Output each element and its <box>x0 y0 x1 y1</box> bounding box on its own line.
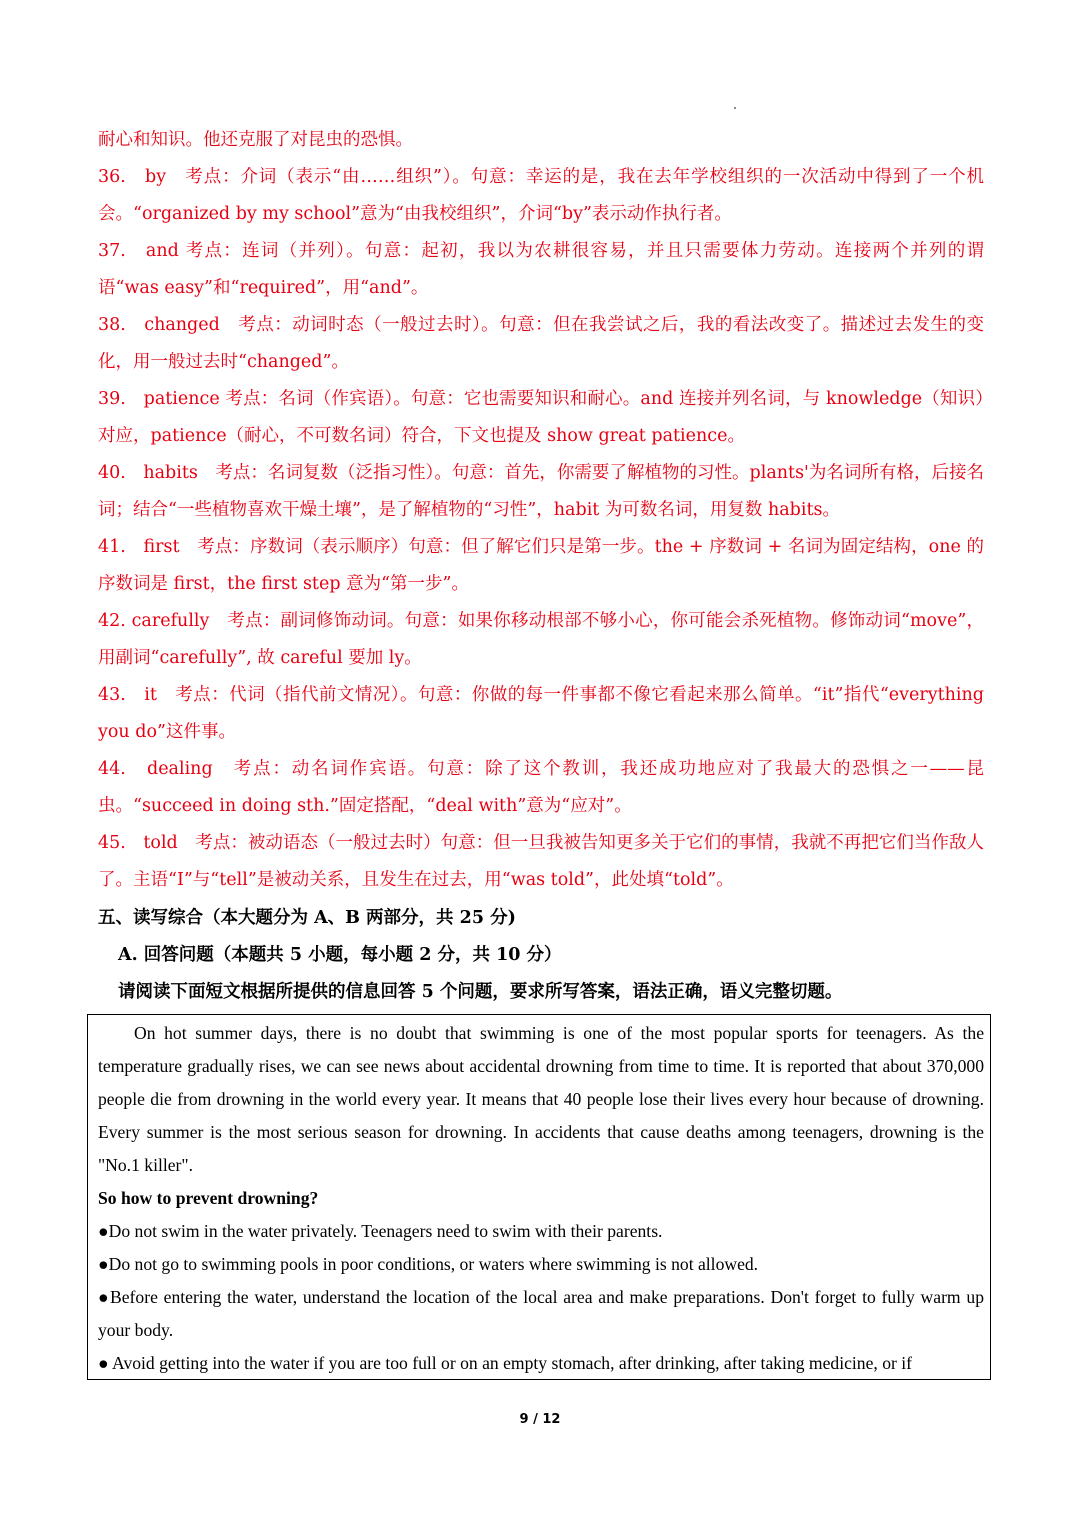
answer-43: 43. it 考点：代词（指代前文情况）。句意：你做的每一件事都不像它看起来那么简单。“it”指代“everything you do”这件事。 <box>98 685 984 742</box>
answer-40: 40. habits 考点：名词复数（泛指习性）。句意：首先，你需要了解植物的习性。plants'为名词所有格，后接名词；结合“一些植物喜欢干燥土壤”，是了解植物的“习性”，habit 为可数名词，用复数 habits。 <box>98 463 984 520</box>
passage-tip: ● Avoid getting into the water if you are too full or on an empty stomach, after drinking, after taking medicine, or if <box>98 1353 913 1373</box>
answer-41: 41. first 考点：序数词（表示顺序）句意：但了解它们只是第一步。the + 序数词 + 名词为固定结构，one 的序数词是 first，the first step 意为“第一步”。 <box>98 537 984 594</box>
scan-speck <box>734 107 736 109</box>
section-five-header <box>98 900 998 1011</box>
answer-explanations <box>98 122 984 899</box>
answer-37: 37. and 考点：连词（并列）。句意：起初，我以为农耕很容易，并且只需要体力劳动。连接两个并列的谓语“was easy”和“required”，用“and”。 <box>98 241 984 298</box>
passage-intro: On hot summer days, there is no doubt that swimming is one of the most popular sports for teenagers. As the temperature gradually rises, we can see news about accidental drowning from time to time. It is reported that about 370,000 people die from drowning in the world every year. It means that 40 people lose their lives every hour because of drowning. Every summer is the most serious season for drowning. In accidents that cause deaths among teenagers, drowning is the "No.1 killer". <box>98 1023 984 1175</box>
passage-tip: ●Do not swim in the water privately. Teenagers need to swim with their parents. <box>98 1221 663 1241</box>
passage-question: So how to prevent drowning? <box>98 1188 319 1208</box>
answer-45: 45. told 考点：被动语态（一般过去时）句意：但一旦我被告知更多关于它们的事情，我就不再把它们当作敌人了。主语“I”与“tell”是被动关系，且发生在过去，用“was told”，此处填“told”。 <box>98 833 984 890</box>
reading-passage-box <box>87 1014 991 1380</box>
page-number: 9 / 12 <box>519 1412 561 1427</box>
part-a-instruction: 请阅读下面短文根据所提供的信息回答 5 个问题，要求所写答案，语法正确，语义完整切题。 <box>118 982 843 1002</box>
answer-39: 39. patience 考点：名词（作宾语）。句意：它也需要知识和耐心。and 连接并列名词，与 knowledge（知识）对应，patience（耐心，不可数名词）符合，下文也提及 show great patience。 <box>98 389 984 446</box>
section-title: 五、读写综合（本大题分为 A、B 两部分，共 25 分) <box>98 908 516 928</box>
answer-38: 38. changed 考点：动词时态（一般过去时）。句意：但在我尝试之后，我的看法改变了。描述过去发生的变化，用一般过去时“changed”。 <box>98 315 984 372</box>
answer-continuation: 耐心和知识。他还克服了对昆虫的恐惧。 <box>98 130 413 150</box>
passage-tip: ●Before entering the water, understand the location of the local area and make preparations. Don't forget to fully warm up your body. <box>98 1287 984 1340</box>
answer-36: 36. by 考点：介词（表示“由……组织”）。句意：幸运的是，我在去年学校组织的一次活动中得到了一个机会。“organized by my school”意为“由我校组织”，介词“by”表示动作执行者。 <box>98 167 984 224</box>
answer-44: 44. dealing 考点：动名词作宾语。句意：除了这个教训，我还成功地应对了我最大的恐惧之一——昆虫。“succeed in doing sth.”固定搭配，“deal with”意为“应对”。 <box>98 759 984 816</box>
passage-tip: ●Do not go to swimming pools in poor conditions, or waters where swimming is not allowed. <box>98 1254 759 1274</box>
answer-42: 42. carefully 考点：副词修饰动词。句意：如果你移动根部不够小心，你可能会杀死植物。修饰动词“move”，用副词“carefully”, 故 careful 要加 ly。 <box>98 611 984 668</box>
part-a-title: A. 回答问题（本题共 5 小题，每小题 2 分，共 10 分） <box>118 945 562 965</box>
